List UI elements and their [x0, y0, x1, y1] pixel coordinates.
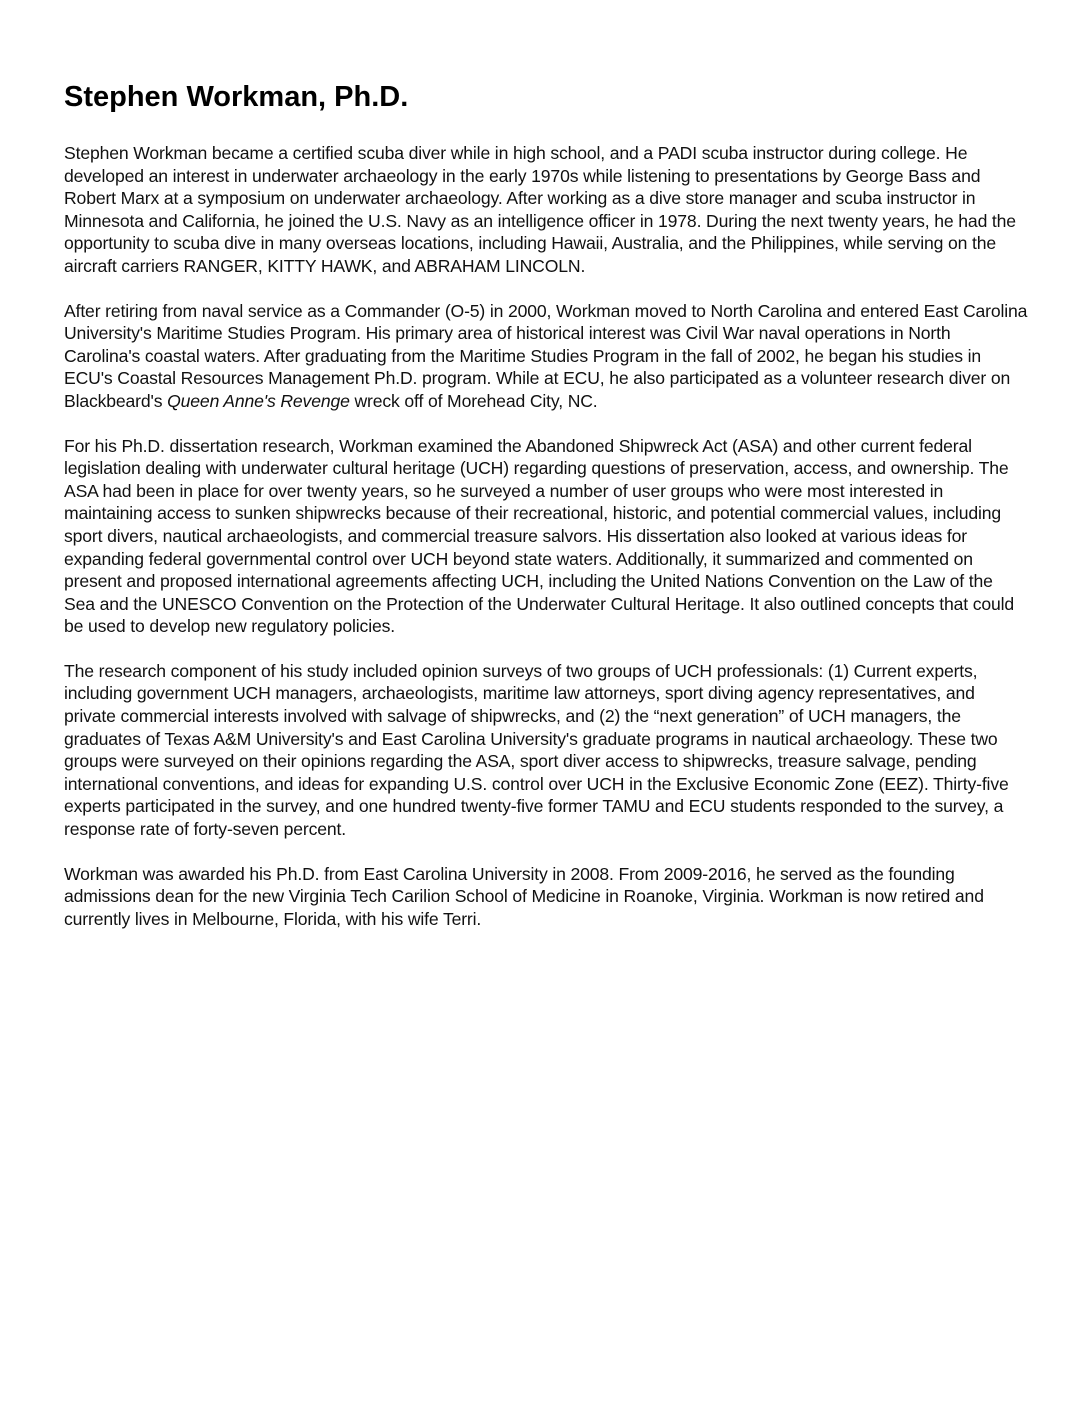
- paragraph-early-career: Stephen Workman became a certified scuba diver while in high school, and a PADI scuba instructor during college. He developed an interest in underwater archaeology in the early 1970s while listening to presentations by George Bass and Robert Marx at a symposium on underwater archaeology. After working as a dive store manager and scuba instructor in Minnesota and California, he joined the U.S. Navy as an intelligence officer in 1978. During the next twenty years, he had the opportunity to scuba dive in many overseas locations, including Hawaii, Australia, and the Philippines, while serving on the aircraft carriers RANGER, KITTY HAWK, and ABRAHAM LINCOLN.: [64, 143, 1016, 276]
- paragraph-ecu-studies: [64, 300, 1028, 413]
- paragraph-research-component: The research component of his study included opinion surveys of two groups of UCH professionals: (1) Current experts, including government UCH managers, archaeologists, maritime law attorneys, sport diving agency representatives, and private commercial interests involved with salvage of shipwrecks, and (2) the “next generation” of UCH managers, the graduates of Texas A&M University's and East Carolina University's graduate programs in nautical archaeology. These two groups were surveyed on their opinions regarding the ASA, sport diver access to shipwrecks, treasure salvage, pending international conventions, and ideas for expanding U.S. control over UCH in the Exclusive Economic Zone (EEZ). Thirty-five experts participated in the survey, and one hundred twenty-five former TAMU and ECU students responded to the survey, a response rate of forty-seven percent.: [64, 660, 1009, 840]
- paragraph-later-career: Workman was awarded his Ph.D. from East Carolina University in 2008. From 2009-2016, he served as the founding admissions dean for the new Virginia Tech Carilion School of Medicine in Roanoke, Virginia. Workman is now retired and currently lives in Melbourne, Florida, with his wife Terri.: [64, 863, 984, 929]
- document-page: [64, 78, 1028, 952]
- page-title: Stephen Workman, Ph.D.: [64, 81, 409, 113]
- paragraph-dissertation: For his Ph.D. dissertation research, Workman examined the Abandoned Shipwreck Act (ASA) and other current federal legislation dealing with underwater cultural heritage (UCH) regarding questions of preservation, access, and ownership. The ASA had been in place for over twenty years, so he surveyed a number of user groups who were most interested in maintaining access to sunken shipwrecks because of their recreational, historic, and potential commercial values, including sport divers, nautical archaeologists, and commercial treasure salvors. His dissertation also looked at various ideas for expanding federal governmental control over UCH beyond state waters. Additionally, it summarized and commented on present and proposed international agreements affecting UCH, including the United Nations Convention on the Law of the Sea and the UNESCO Convention on the Protection of the Underwater Cultural Heritage. It also outlined concepts that could be used to develop new regulatory policies.: [64, 435, 1015, 637]
- paragraph-text: wreck off of Morehead City, NC.: [349, 390, 598, 411]
- paragraph-text: After retiring from naval service as a Commander (O-5) in 2000, Workman moved to North Carolina and entered East Carolina University's Maritime Studies Program. His primary area of historical interest was Civil War naval operations in North Carolina's coastal waters. After graduating from the Maritime Studies Program in the fall of 2002, he began his studies in ECU's Coastal Resources Management Ph.D. program. While at ECU, he also participated as a volunteer research diver on Blackbeard's: [64, 300, 1028, 411]
- ship-name: Queen Anne's Revenge: [167, 390, 350, 411]
